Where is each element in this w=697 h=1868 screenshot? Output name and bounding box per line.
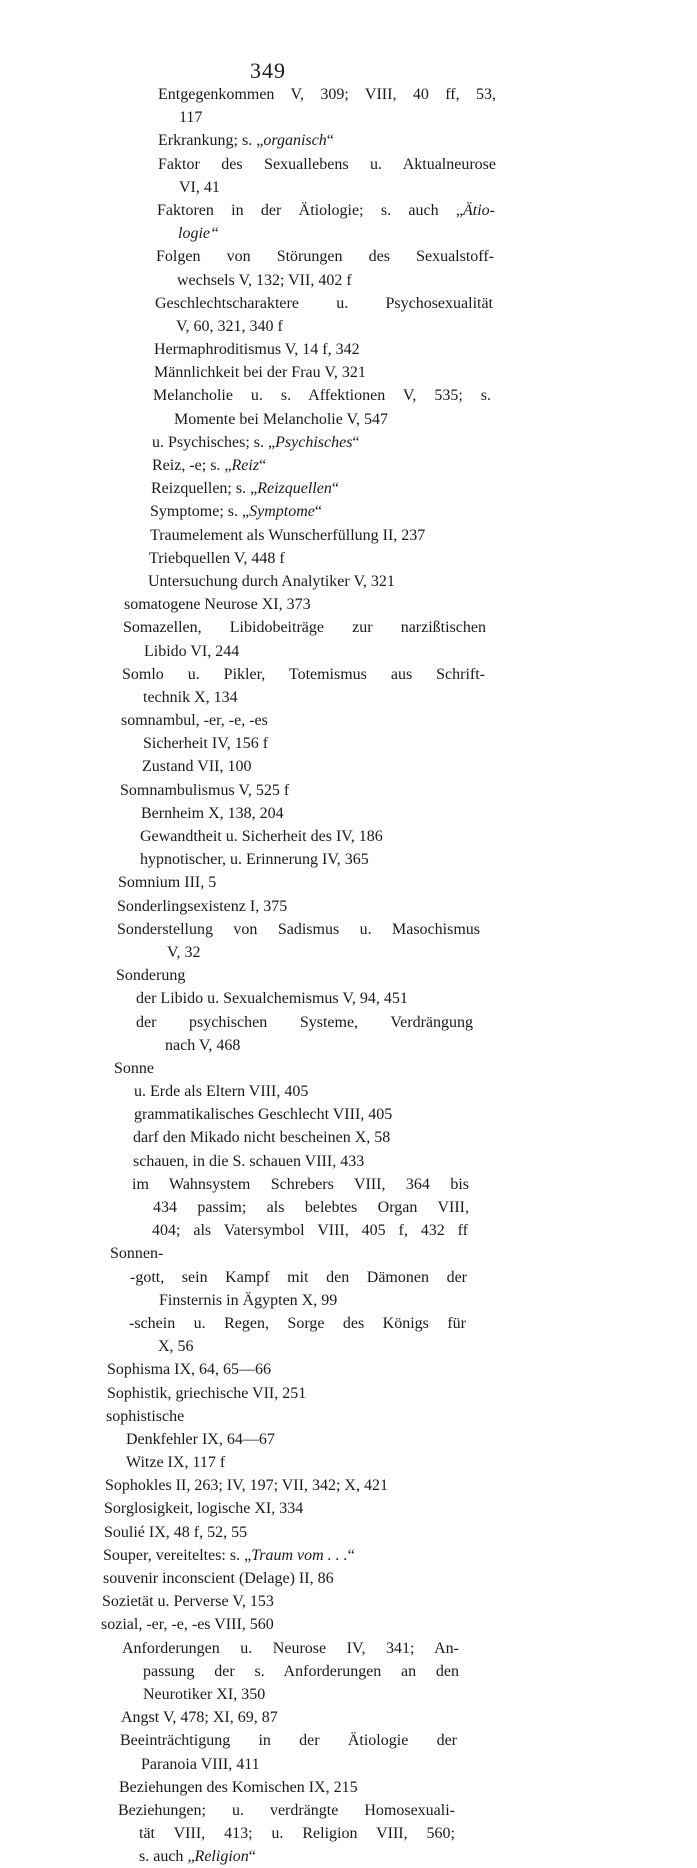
index-line bbox=[0, 987, 697, 1010]
index-line-text: Reizquellen; s. „Reizquellen“ bbox=[151, 480, 339, 498]
index-line bbox=[0, 1776, 697, 1799]
index-line-text: Somlo u. Pikler, Totemismus aus Schrift- bbox=[122, 665, 485, 683]
index-line-text: logie“ bbox=[178, 225, 219, 243]
index-line bbox=[0, 477, 697, 500]
index-line-text: passung der s. Anforderungen an den bbox=[143, 1662, 459, 1680]
index-line bbox=[0, 1729, 697, 1752]
index-line-text: Bernheim X, 138, 204 bbox=[141, 804, 284, 822]
index-line bbox=[0, 593, 697, 616]
index-line bbox=[0, 1613, 697, 1636]
index-line-text: Finsternis in Ägypten X, 99 bbox=[159, 1291, 338, 1309]
index-line-text: u. Psychisches; s. „Psychisches“ bbox=[152, 433, 360, 451]
index-line-text: Angst V, 478; XI, 69, 87 bbox=[121, 1709, 278, 1727]
index-line-text: Untersuchung durch Analytiker V, 321 bbox=[148, 572, 395, 590]
index-line-text: Sophokles II, 263; IV, 197; VII, 342; X, 421 bbox=[105, 1477, 388, 1495]
index-line-text: hypnotischer, u. Erinnerung IV, 365 bbox=[140, 851, 369, 869]
index-line bbox=[0, 153, 697, 176]
index-line bbox=[0, 1706, 697, 1729]
index-line-text: Sicherheit IV, 156 f bbox=[143, 735, 269, 753]
index-line bbox=[0, 315, 697, 338]
index-line bbox=[0, 524, 697, 547]
index-line bbox=[0, 408, 697, 431]
index-line-text: V, 32 bbox=[167, 943, 201, 961]
index-line-text: Paranoia VIII, 411 bbox=[141, 1755, 260, 1773]
index-line bbox=[0, 709, 697, 732]
index-line-text: Beziehungen des Komischen IX, 215 bbox=[119, 1778, 358, 1796]
index-line-text: sozial, -er, -e, -es VIII, 560 bbox=[101, 1616, 274, 1634]
index-line-text: Somazellen, Libidobeiträge zur narzißtischen bbox=[123, 619, 486, 637]
index-line-text: souvenir inconscient (Delage) II, 86 bbox=[103, 1570, 334, 1587]
index-line bbox=[0, 1173, 697, 1196]
index-line bbox=[0, 1590, 697, 1613]
index-line bbox=[0, 431, 697, 454]
index-line-text: Sophistik, griechische VII, 251 bbox=[107, 1384, 307, 1402]
index-line-text: Beziehungen; u. verdrängte Homosexuali- bbox=[118, 1801, 455, 1819]
index-line bbox=[0, 1196, 697, 1219]
index-line-text: Faktor des Sexuallebens u. Aktualneurose bbox=[158, 155, 496, 173]
index-line bbox=[0, 848, 697, 871]
index-line bbox=[0, 1034, 697, 1057]
index-line bbox=[0, 292, 697, 315]
index-line-text: Symptome; s. „Symptome“ bbox=[150, 503, 322, 521]
index-line-text: sophistische bbox=[106, 1407, 185, 1425]
index-line bbox=[0, 1405, 697, 1428]
index-line bbox=[0, 1474, 697, 1497]
index-line bbox=[0, 129, 697, 152]
index-line-text: technik X, 134 bbox=[143, 688, 238, 706]
index-line-text: V, 60, 321, 340 f bbox=[176, 317, 283, 335]
index-line-text: Hermaphroditismus V, 14 f, 342 bbox=[154, 341, 360, 359]
index-line-text: Reiz, -e; s. „Reiz“ bbox=[152, 457, 267, 474]
index-line-text: Sonderung bbox=[116, 967, 186, 985]
index-line bbox=[0, 779, 697, 802]
index-line bbox=[0, 176, 697, 199]
index-line bbox=[0, 802, 697, 825]
index-line-text: Traumelement als Wunscherfüllung II, 237 bbox=[150, 526, 426, 544]
index-line bbox=[0, 1358, 697, 1381]
index-line bbox=[0, 222, 697, 245]
index-line-text: Witze IX, 117 f bbox=[126, 1454, 226, 1472]
index-line-text: Sonnen- bbox=[110, 1245, 164, 1263]
index-line bbox=[0, 1080, 697, 1103]
index-line-text: Somnium III, 5 bbox=[118, 874, 217, 892]
index-line-text: Sozietät u. Perverse V, 153 bbox=[102, 1593, 274, 1611]
index-line-text: Gewandtheit u. Sicherheit des IV, 186 bbox=[140, 828, 383, 845]
index-line-text: Sorglosigkeit, logische XI, 334 bbox=[104, 1500, 304, 1518]
index-line-text: der Libido u. Sexualchemismus V, 94, 451 bbox=[136, 990, 408, 1008]
index-line bbox=[0, 1382, 697, 1405]
index-line-text: 117 bbox=[179, 109, 203, 127]
index-line-text: -gott, sein Kampf mit den Dämonen der bbox=[130, 1268, 467, 1286]
index-line bbox=[0, 941, 697, 964]
index-line-text: Souper, vereiteltes: s. „Traum vom . . .“ bbox=[103, 1546, 355, 1564]
index-line-text: u. Erde als Eltern VIII, 405 bbox=[134, 1083, 309, 1101]
index-line-text: Sonne bbox=[114, 1059, 154, 1077]
index-line-text: wechsels V, 132; VII, 402 f bbox=[177, 271, 352, 289]
index-line bbox=[0, 825, 697, 848]
index-line bbox=[0, 686, 697, 709]
index-line bbox=[0, 338, 697, 361]
index-line bbox=[0, 1150, 697, 1173]
index-line-text: X, 56 bbox=[158, 1338, 194, 1356]
index-line bbox=[0, 663, 697, 686]
index-line-text: Erkrankung; s. „organisch“ bbox=[158, 132, 334, 150]
index-line bbox=[0, 616, 697, 639]
index-line bbox=[0, 1219, 697, 1242]
index-line bbox=[0, 361, 697, 384]
index-line bbox=[0, 755, 697, 778]
index-entries bbox=[0, 83, 697, 1868]
index-line-text: Sonderstellung von Sadismus u. Masochismus bbox=[117, 920, 480, 938]
index-line-text: Momente bei Melancholie V, 547 bbox=[174, 410, 389, 428]
index-line bbox=[0, 1057, 697, 1080]
index-line-text: s. auch „Religion“ bbox=[139, 1848, 256, 1866]
index-line-text: Triebquellen V, 448 f bbox=[149, 549, 285, 567]
index-line bbox=[0, 1126, 697, 1149]
index-line-text: Somnambulismus V, 525 f bbox=[120, 781, 290, 799]
index-line bbox=[0, 454, 697, 477]
index-line bbox=[0, 1683, 697, 1706]
index-line bbox=[0, 1637, 697, 1660]
index-line bbox=[0, 1266, 697, 1289]
index-line bbox=[0, 1335, 697, 1358]
index-line bbox=[0, 1312, 697, 1335]
index-line-text: nach V, 468 bbox=[165, 1036, 241, 1054]
index-line-text: Melancholie u. s. Affektionen V, 535; s. bbox=[153, 387, 491, 405]
page-number: 349 bbox=[250, 58, 286, 83]
index-line-text: Libido VI, 244 bbox=[144, 642, 240, 660]
index-line-text: Folgen von Störungen des Sexualstoff- bbox=[156, 248, 494, 266]
index-line-text: -schein u. Regen, Sorge des Königs für bbox=[129, 1314, 466, 1332]
index-line bbox=[0, 1428, 697, 1451]
index-line bbox=[0, 1567, 697, 1590]
index-line-text: Sophisma IX, 64, 65—66 bbox=[107, 1361, 271, 1379]
index-line bbox=[0, 83, 697, 106]
index-line bbox=[0, 1799, 697, 1822]
index-line bbox=[0, 1011, 697, 1034]
index-line bbox=[0, 384, 697, 407]
index-line bbox=[0, 964, 697, 987]
index-line-text: Entgegenkommen V, 309; VIII, 40 ff, 53, bbox=[158, 86, 496, 103]
index-line bbox=[0, 895, 697, 918]
index-line-text: Soulié IX, 48 f, 52, 55 bbox=[104, 1523, 248, 1541]
index-line bbox=[0, 570, 697, 593]
index-line-text: Zustand VII, 100 bbox=[142, 758, 252, 776]
index-line-text: Geschlechtscharaktere u. Psychosexualität bbox=[155, 294, 493, 312]
index-line bbox=[0, 500, 697, 523]
index-line bbox=[0, 640, 697, 663]
index-line-text: darf den Mikado nicht bescheinen X, 58 bbox=[133, 1129, 391, 1147]
index-line-text: somatogene Neurose XI, 373 bbox=[124, 596, 311, 614]
index-line bbox=[0, 1845, 697, 1868]
index-line bbox=[0, 269, 697, 292]
index-line-text: Anforderungen u. Neurose IV, 341; An- bbox=[122, 1639, 459, 1657]
index-line-text: tät VIII, 413; u. Religion VIII, 560; bbox=[139, 1825, 455, 1843]
index-line-text: Faktoren in der Ätiologie; s. auch „Ätio- bbox=[157, 201, 495, 219]
index-line bbox=[0, 871, 697, 894]
index-line bbox=[0, 1289, 697, 1312]
index-line-text: Männlichkeit bei der Frau V, 321 bbox=[154, 364, 366, 382]
index-line-text: schauen, in die S. schauen VIII, 433 bbox=[133, 1152, 365, 1170]
index-line bbox=[0, 918, 697, 941]
index-line-text: Beeinträchtigung in der Ätiologie der bbox=[120, 1732, 457, 1750]
index-line bbox=[0, 1497, 697, 1520]
index-line bbox=[0, 1822, 697, 1845]
index-line-text: Denkfehler IX, 64—67 bbox=[126, 1430, 275, 1448]
index-line bbox=[0, 1451, 697, 1474]
index-line bbox=[0, 106, 697, 129]
index-line bbox=[0, 1544, 697, 1567]
index-line-text: 434 passim; als belebtes Organ VIII, bbox=[153, 1199, 469, 1216]
index-line-text: 404; als Vatersymbol VIII, 405 f, 432 ff bbox=[152, 1222, 468, 1240]
index-line-text: somnambul, -er, -e, -es bbox=[121, 712, 268, 730]
index-line-text: VI, 41 bbox=[179, 178, 220, 196]
index-line bbox=[0, 1521, 697, 1544]
index-line bbox=[0, 732, 697, 755]
index-line-text: im Wahnsystem Schrebers VIII, 364 bis bbox=[132, 1175, 469, 1193]
index-line bbox=[0, 245, 697, 268]
index-line-text: grammatikalisches Geschlecht VIII, 405 bbox=[134, 1106, 393, 1124]
index-line bbox=[0, 547, 697, 570]
index-line-text: Sonderlingsexistenz I, 375 bbox=[117, 897, 288, 915]
index-line-text: der psychischen Systeme, Verdrängung bbox=[136, 1013, 473, 1031]
index-line bbox=[0, 1103, 697, 1126]
index-line-text: Neurotiker XI, 350 bbox=[143, 1685, 266, 1703]
index-line bbox=[0, 1660, 697, 1683]
index-line bbox=[0, 1753, 697, 1776]
index-line bbox=[0, 1242, 697, 1265]
index-line bbox=[0, 199, 697, 222]
